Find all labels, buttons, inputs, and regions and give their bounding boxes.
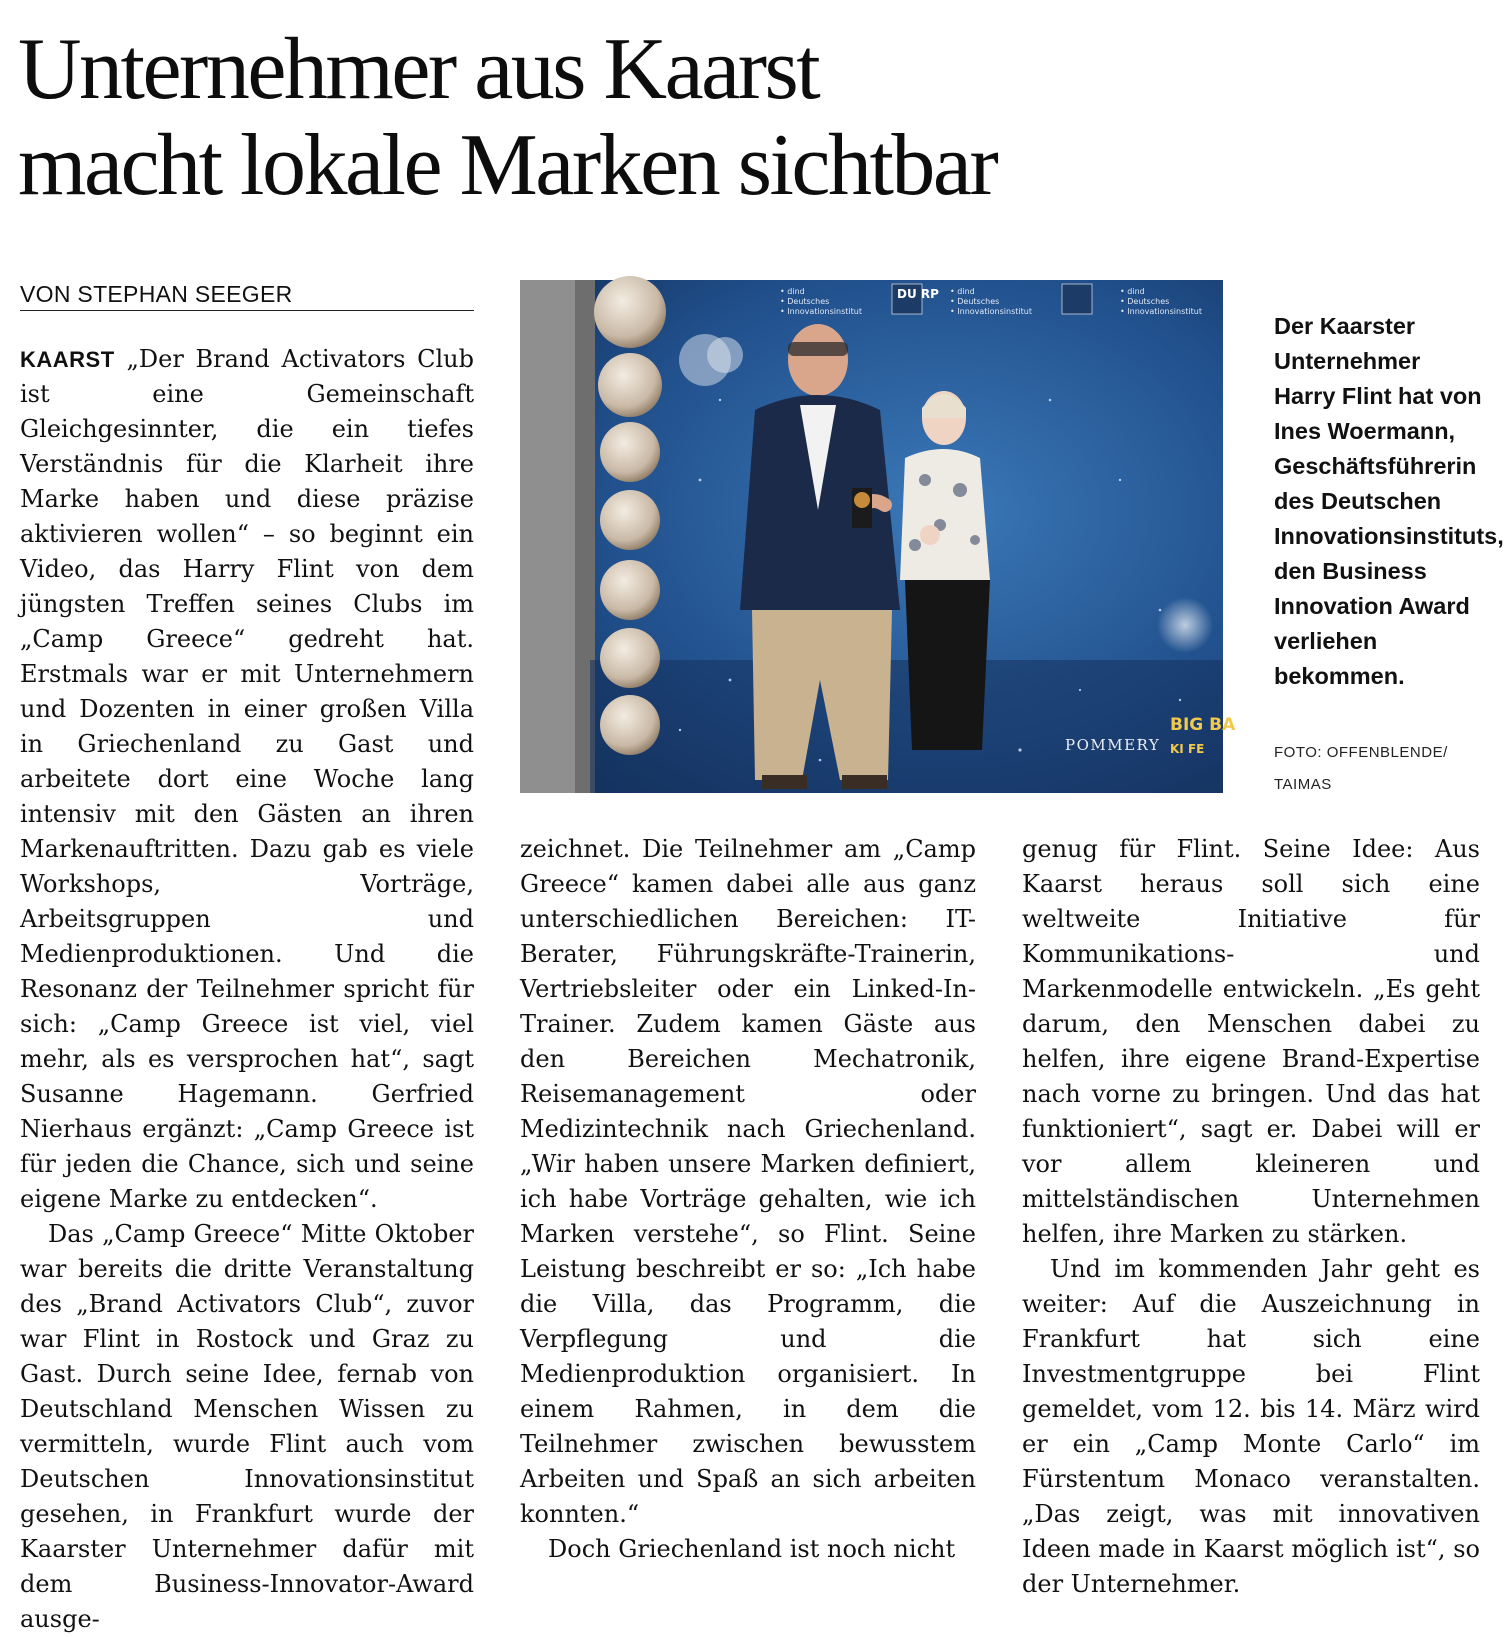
photo-kife-text: KI FE: [1170, 742, 1205, 756]
article-paragraph: zeichnet. Die Teilnehmer am „Camp Greece“ kamen dabei alle aus ganz unterschiedlichen Bereichen: IT-Berater, Führungskräfte-Trainerin, Vertriebsleiter oder ein Linked-In-Trainer. Zudem kamen Gäste aus den Bereichen Mechatronik, Reisemanagement oder Medizintechnik nach Griechenland. „Wir haben unsere Marken definiert, ich habe Vorträge gehalten, wie ich Marken verstehe“, so Flint. Seine Leistung beschreibt er so: „Ich habe die Villa, das Programm, die Verpflegung und die Medienproduktion organisiert. In einem Rahmen, in dem die Teilnehmer zwischen bewusstem Arbeiten und Spaß an sich arbeiten konnten.“: [520, 835, 976, 1528]
svg-text:• dind: • dind: [1120, 287, 1145, 296]
headline-line-1: Unternehmer aus Kaarst: [18, 21, 819, 118]
svg-text:• dind: • dind: [780, 287, 805, 296]
article-photo: [520, 280, 1236, 793]
headline: [18, 22, 1478, 214]
article-column-3: [1022, 832, 1480, 1602]
article-column-2: [520, 832, 976, 1567]
svg-text:• Deutsches: • Deutsches: [780, 297, 830, 306]
article-paragraph: Doch Griechenland ist noch nicht: [548, 1535, 956, 1563]
article-paragraph: Und im kommenden Jahr geht es weiter: Auf die Auszeichnung in Frankfurt hat sich eine Investmentgruppe bei Flint gemeldet, vom 12. bis 14. März wird er ein „Camp Monte Carlo“ im Fürstentum Monaco veranstalten. „Das zeigt, was mit innovativen Ideen made in Kaarst möglich ist“, so der Unternehmer.: [1022, 1255, 1480, 1598]
svg-text:• Innovationsinstitut: • Innovationsinstitut: [1120, 307, 1202, 316]
svg-text:• Innovationsinstitut: • Innovationsinstitut: [780, 307, 862, 316]
svg-text:• Innovationsinstitut: • Innovationsinstitut: [950, 307, 1032, 316]
photo-pommery-text: POMMERY: [1065, 736, 1161, 754]
logo-text: DU RP: [897, 287, 939, 301]
photo-caption: Der Kaarster Unternehmer Harry Flint hat von Ines Woermann, Geschäftsführerin des Deutschen Innovationsinstituts, den Business Innovation Award verliehen bekommen.: [1274, 313, 1504, 689]
svg-text:• Deutsches: • Deutsches: [1120, 297, 1170, 306]
dateline: KAARST: [20, 347, 115, 372]
article-column-1: [20, 342, 474, 1637]
article-paragraph: genug für Flint. Seine Idee: Aus Kaarst heraus soll sich eine weltweite Initiative für Kommunikations- und Markenmodelle entwickeln. „Es geht darum, den Menschen dabei zu helfen, ihre eigene Brand-Expertise nach vorne zu bringen. Und das hat funktioniert“, sagt er. Dabei will er vor allem kleineren und mittelständischen Unternehmen helfen, ihre Marken zu stärken.: [1022, 835, 1480, 1248]
paragraph-text: „Der Brand Activators Club ist eine Gemeinschaft Gleichgesinnter, die ein tiefes Verständnis für die Klarheit ihre Marke haben und diese präzise aktivieren wollen“ – so beginnt ein Video, das Harry Flint von dem jüngsten Treffen seines Clubs im „Camp Greece“ gedreht hat. Erstmals war er mit Unternehmern und Dozenten in einer großen Villa in Griechenland zu Gast und arbeitete dort eine Woche lang intensiv mit den Gästen an ihren Markenauftritten. Dazu gab es viele Workshops, Vorträge, Arbeitsgruppen und Medienproduktionen. Und die Resonanz der Teilnehmer spricht für sich: „Camp Greece ist viel, viel mehr, als es versprochen hat“, sagt Susanne Hagemann. Gerfried Nierhaus ergänzt: „Camp Greece ist für jeden die Chance, sich und seine eigene Marke zu entdecken“.: [20, 345, 474, 1213]
svg-text:• dind: • dind: [950, 287, 975, 296]
article-paragraph: Das „Camp Greece“ Mitte Oktober war bereits die dritte Veranstaltung des „Brand Activators Club“, zuvor war Flint in Rostock und Graz zu Gast. Durch seine Idee, fernab von Deutschland Menschen Wissen zu vermitteln, wurde Flint auch vom Deutschen Innovationsinstitut gesehen, in Frankfurt wurde der Kaarster Unternehmer dafür mit dem Business-Innovator-Award ausge-: [20, 1220, 474, 1633]
photo-big-text: BIG BA: [1170, 715, 1236, 735]
svg-text:• Deutsches: • Deutsches: [950, 297, 1000, 306]
photo-credit: FOTO: OFFENBLENDE/ TAIMAS: [1274, 744, 1448, 793]
headline-line-2: macht lokale Marken sichtbar: [18, 117, 997, 214]
byline: VON STEPHAN SEEGER: [20, 280, 474, 311]
article-paragraph: [20, 342, 474, 1217]
